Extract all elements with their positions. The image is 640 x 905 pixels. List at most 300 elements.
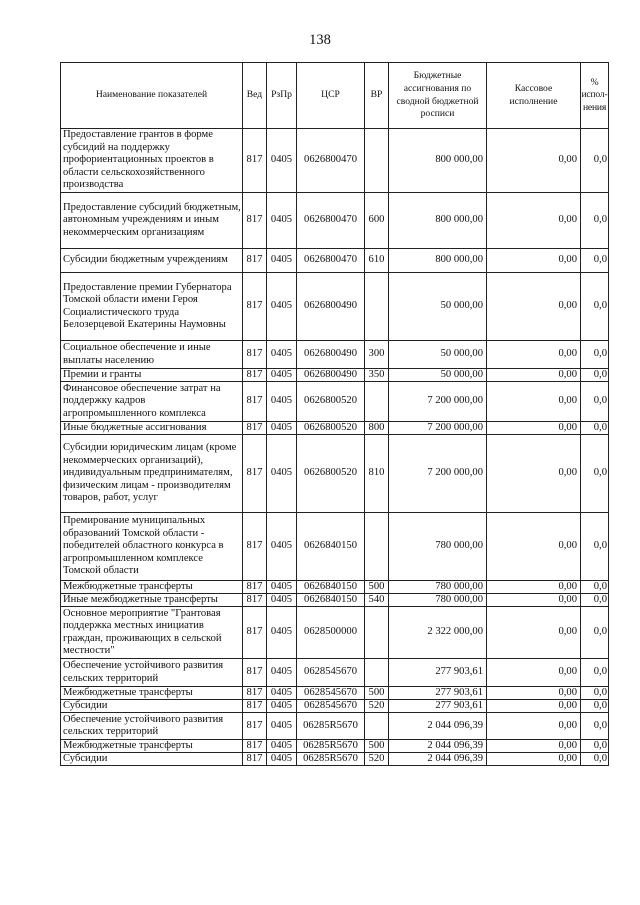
header-budget (389, 63, 487, 128)
cell-percent-text: 0,0 (593, 666, 607, 678)
cell-budget-text: 7 200 000,00 (427, 467, 483, 479)
cell-budget-text: 780 000,00 (435, 594, 483, 605)
cell-rzpr-text: 0405 (270, 626, 293, 638)
cell-budget (389, 594, 487, 606)
cell-name-text: Субсидии юридическим лицам (кроме некоммерческих организаций), индивидуальным предпринимателям, физическим лицам - производителям товаров, работ, услуг (63, 442, 237, 504)
cell-ved-text: 817 (246, 214, 263, 226)
cell-ved-text: 817 (246, 687, 263, 698)
cell-vr-text: 500 (368, 687, 385, 698)
cell-percent (581, 341, 609, 368)
cell-csr-text: 0628545670 (304, 687, 357, 698)
cell-rzpr-text: 0405 (270, 594, 293, 605)
cell-rzpr-text: 0405 (270, 422, 293, 433)
cell-name (61, 422, 243, 434)
cell-vr (365, 249, 389, 272)
cell-ved (243, 581, 267, 593)
cell-vr-text: 540 (368, 594, 385, 605)
cell-budget-text: 2 044 096,39 (427, 740, 483, 751)
cell-cash-text: 0,00 (558, 467, 577, 479)
cell-cash-text: 0,00 (558, 348, 577, 360)
cell-ved-text: 817 (246, 467, 263, 479)
cell-csr-text: 0628545670 (304, 666, 357, 678)
cell-percent (581, 687, 609, 699)
cell-ved (243, 687, 267, 699)
cell-vr-text: 810 (368, 467, 385, 479)
cell-vr-text: 300 (368, 348, 385, 360)
cell-csr (297, 382, 365, 421)
header-vr-text: ВР (370, 89, 383, 101)
cell-cash (487, 341, 581, 368)
cell-name (61, 513, 243, 580)
cell-rzpr (267, 273, 297, 340)
cell-percent-text: 0,0 (593, 422, 607, 433)
cell-csr (297, 753, 365, 765)
cell-rzpr-text: 0405 (270, 687, 293, 698)
cell-percent-text: 0,0 (593, 348, 607, 360)
cell-rzpr-text: 0405 (270, 467, 293, 479)
cell-budget-text: 800 000,00 (435, 214, 483, 226)
cell-csr-text: 0626800490 (304, 300, 357, 312)
cell-budget-text: 2 044 096,39 (427, 753, 483, 764)
cell-percent (581, 129, 609, 192)
cell-vr (365, 594, 389, 606)
cell-ved (243, 659, 267, 686)
cell-budget-text: 2 322 000,00 (427, 626, 483, 638)
cell-budget (389, 435, 487, 512)
cell-rzpr (267, 700, 297, 712)
cell-rzpr-text: 0405 (270, 740, 293, 751)
cell-name-text: Премии и гранты (63, 369, 142, 380)
cell-vr-text: 610 (368, 254, 385, 266)
table-row (61, 513, 609, 581)
cell-csr (297, 435, 365, 512)
cell-cash-text: 0,00 (558, 740, 577, 751)
cell-percent (581, 700, 609, 712)
cell-rzpr (267, 594, 297, 606)
cell-ved (243, 607, 267, 658)
cell-percent-text: 0,0 (593, 740, 607, 751)
cell-csr (297, 713, 365, 739)
cell-name-text: Основное мероприятие "Грантовая поддержка местных инициатив граждан, проживающих в сельской местности" (63, 607, 222, 656)
cell-cash-text: 0,00 (558, 369, 577, 380)
cell-cash (487, 193, 581, 248)
cell-rzpr-text: 0405 (270, 395, 293, 407)
cell-csr-text: 0626840150 (304, 540, 357, 552)
budget-table (60, 62, 609, 766)
header-cash (487, 63, 581, 128)
cell-cash (487, 581, 581, 593)
cell-name-text: Предоставление премии Губернатора Томской области имени Героя Социалистического труда Белозерцевой Екатерины Наумовны (63, 281, 232, 330)
cell-csr (297, 687, 365, 699)
page-number: 138 (309, 32, 331, 48)
cell-ved-text: 817 (246, 740, 263, 751)
cell-csr (297, 369, 365, 381)
cell-cash (487, 435, 581, 512)
table-header (61, 63, 609, 129)
cell-csr (297, 607, 365, 658)
cell-name-text: Иные бюджетные ассигнования (63, 422, 207, 433)
cell-name (61, 581, 243, 593)
cell-csr (297, 273, 365, 340)
cell-percent-text: 0,0 (593, 300, 607, 312)
cell-ved-text: 817 (246, 626, 263, 638)
cell-rzpr-text: 0405 (270, 700, 293, 711)
cell-cash (487, 382, 581, 421)
cell-name (61, 193, 243, 248)
cell-vr (365, 687, 389, 699)
cell-vr (365, 382, 389, 421)
cell-percent (581, 273, 609, 340)
cell-vr (365, 435, 389, 512)
table-row (61, 740, 609, 753)
table-row (61, 249, 609, 273)
cell-cash (487, 513, 581, 580)
cell-name-text: Субсидии (63, 753, 108, 764)
cell-percent-text: 0,0 (593, 214, 607, 226)
cell-vr-text: 500 (368, 581, 385, 592)
table-row (61, 753, 609, 766)
cell-percent-text: 0,0 (593, 700, 607, 711)
cell-csr (297, 740, 365, 752)
cell-ved-text: 817 (246, 594, 263, 605)
cell-budget-text: 50 000,00 (440, 348, 483, 360)
cell-name (61, 594, 243, 606)
cell-vr (365, 753, 389, 765)
cell-percent (581, 607, 609, 658)
cell-csr-text: 0628500000 (304, 626, 357, 638)
cell-vr (365, 581, 389, 593)
cell-ved (243, 435, 267, 512)
cell-name (61, 753, 243, 765)
cell-name-text: Иные межбюджетные трансферты (63, 594, 218, 605)
cell-name (61, 341, 243, 368)
cell-ved (243, 369, 267, 381)
cell-csr-text: 0626800490 (304, 369, 357, 380)
cell-vr-text: 500 (368, 740, 385, 751)
cell-cash-text: 0,00 (558, 626, 577, 638)
cell-name (61, 740, 243, 752)
cell-budget (389, 273, 487, 340)
table-row (61, 607, 609, 659)
cell-csr (297, 341, 365, 368)
cell-name-text: Межбюджетные трансферты (63, 740, 193, 751)
table-body (61, 129, 609, 766)
cell-name (61, 273, 243, 340)
cell-percent (581, 659, 609, 686)
cell-ved (243, 341, 267, 368)
cell-cash-text: 0,00 (558, 395, 577, 407)
cell-percent (581, 382, 609, 421)
header-name-text: Наименование показателей (95, 89, 208, 101)
cell-rzpr (267, 659, 297, 686)
cell-vr (365, 513, 389, 580)
table-row (61, 659, 609, 687)
cell-rzpr (267, 687, 297, 699)
cell-budget-text: 780 000,00 (435, 581, 483, 592)
cell-budget-text: 50 000,00 (440, 300, 483, 312)
cell-name-text: Межбюджетные трансферты (63, 687, 193, 698)
cell-vr (365, 607, 389, 658)
cell-percent-text: 0,0 (593, 467, 607, 479)
cell-ved (243, 753, 267, 765)
header-csr-text: ЦСР (321, 89, 340, 101)
cell-csr (297, 249, 365, 272)
table-row (61, 700, 609, 713)
cell-vr-text: 600 (368, 214, 385, 226)
cell-ved-text: 817 (246, 300, 263, 312)
header-percent-text: % испол- нения (581, 76, 608, 113)
cell-ved-text: 817 (246, 348, 263, 360)
cell-budget (389, 513, 487, 580)
cell-ved-text: 817 (246, 395, 263, 407)
cell-percent (581, 581, 609, 593)
cell-csr-text: 06285R5670 (303, 740, 358, 751)
table-row (61, 422, 609, 435)
cell-rzpr-text: 0405 (270, 154, 293, 166)
cell-csr (297, 700, 365, 712)
cell-budget (389, 607, 487, 658)
cell-rzpr-text: 0405 (270, 666, 293, 678)
cell-rzpr (267, 607, 297, 658)
cell-budget (389, 382, 487, 421)
cell-budget (389, 193, 487, 248)
cell-name (61, 687, 243, 699)
cell-percent-text: 0,0 (593, 581, 607, 592)
cell-percent (581, 249, 609, 272)
cell-percent-text: 0,0 (593, 540, 607, 552)
cell-vr-text: 800 (368, 422, 385, 433)
cell-csr-text: 06285R5670 (303, 753, 358, 764)
header-vr (365, 63, 389, 128)
cell-name-text: Финансовое обеспечение затрат на поддержку кадров агропромышленного комплекса (63, 382, 221, 419)
header-budget-text: Бюджетные ассигнования по сводной бюджетной росписи (396, 70, 479, 120)
cell-percent-text: 0,0 (593, 687, 607, 698)
cell-vr (365, 193, 389, 248)
cell-rzpr-text: 0405 (270, 581, 293, 592)
cell-cash (487, 659, 581, 686)
cell-cash-text: 0,00 (558, 594, 577, 605)
cell-csr-text: 0626800520 (304, 422, 357, 433)
cell-budget-text: 50 000,00 (440, 369, 483, 380)
cell-rzpr-text: 0405 (270, 348, 293, 360)
cell-percent-text: 0,0 (593, 395, 607, 407)
cell-vr (365, 273, 389, 340)
table-row (61, 594, 609, 607)
cell-ved (243, 422, 267, 434)
cell-rzpr (267, 435, 297, 512)
cell-cash-text: 0,00 (558, 700, 577, 711)
cell-percent (581, 594, 609, 606)
cell-ved (243, 129, 267, 192)
cell-cash (487, 740, 581, 752)
cell-cash-text: 0,00 (558, 719, 577, 731)
cell-csr-text: 0626840150 (304, 581, 357, 592)
cell-vr (365, 713, 389, 739)
cell-ved-text: 817 (246, 581, 263, 592)
cell-percent (581, 713, 609, 739)
cell-rzpr-text: 0405 (270, 719, 293, 731)
cell-vr-text: 350 (368, 369, 385, 380)
cell-ved (243, 594, 267, 606)
header-rzpr (267, 63, 297, 128)
cell-budget-text: 800 000,00 (435, 154, 483, 166)
cell-rzpr (267, 382, 297, 421)
table-row (61, 341, 609, 369)
cell-cash-text: 0,00 (558, 422, 577, 433)
cell-name-text: Обеспечение устойчивого развития сельских территорий (63, 660, 224, 684)
cell-budget-text: 2 044 096,39 (427, 719, 483, 731)
cell-csr (297, 129, 365, 192)
cell-cash (487, 422, 581, 434)
table-row (61, 273, 609, 341)
cell-budget-text: 800 000,00 (435, 254, 483, 266)
cell-name-text: Премирование муниципальных образований Томской области - победителей областного конкурса в агропромышленном комплексе Томской области (63, 515, 224, 577)
cell-vr (365, 422, 389, 434)
cell-percent-text: 0,0 (593, 719, 607, 731)
table-row (61, 581, 609, 594)
cell-name-text: Обеспечение устойчивого развития сельских территорий (63, 713, 224, 737)
cell-ved (243, 513, 267, 580)
cell-ved-text: 817 (246, 254, 263, 266)
cell-csr (297, 422, 365, 434)
header-name (61, 63, 243, 128)
cell-ved (243, 382, 267, 421)
cell-ved-text: 817 (246, 700, 263, 711)
cell-rzpr (267, 513, 297, 580)
header-ved (243, 63, 267, 128)
cell-name (61, 607, 243, 658)
cell-budget (389, 581, 487, 593)
cell-rzpr (267, 129, 297, 192)
cell-csr-text: 0626800470 (304, 154, 357, 166)
cell-percent-text: 0,0 (593, 254, 607, 266)
cell-percent-text: 0,0 (593, 594, 607, 605)
table-row (61, 435, 609, 513)
cell-csr-text: 0626800470 (304, 254, 357, 266)
cell-ved (243, 273, 267, 340)
cell-cash (487, 700, 581, 712)
cell-budget (389, 249, 487, 272)
cell-cash-text: 0,00 (558, 540, 577, 552)
cell-name (61, 129, 243, 192)
cell-vr-text: 520 (368, 753, 385, 764)
cell-rzpr (267, 753, 297, 765)
cell-csr (297, 513, 365, 580)
header-csr (297, 63, 365, 128)
cell-csr-text: 0628545670 (304, 700, 357, 711)
cell-budget (389, 713, 487, 739)
cell-budget-text: 277 903,61 (435, 666, 483, 678)
cell-budget (389, 740, 487, 752)
cell-csr-text: 06285R5670 (303, 719, 358, 731)
cell-rzpr-text: 0405 (270, 369, 293, 380)
cell-csr-text: 0626800490 (304, 348, 357, 360)
cell-csr (297, 193, 365, 248)
cell-csr (297, 659, 365, 686)
cell-name (61, 700, 243, 712)
cell-name-text: Межбюджетные трансферты (63, 581, 193, 592)
cell-cash-text: 0,00 (558, 154, 577, 166)
cell-budget (389, 341, 487, 368)
cell-ved-text: 817 (246, 154, 263, 166)
cell-cash (487, 687, 581, 699)
cell-ved (243, 193, 267, 248)
cell-ved (243, 713, 267, 739)
cell-cash (487, 753, 581, 765)
header-cash-text: Кассовое исполнение (509, 82, 558, 107)
cell-percent (581, 369, 609, 381)
cell-percent (581, 435, 609, 512)
cell-budget-text: 780 000,00 (435, 540, 483, 552)
cell-csr-text: 0626800520 (304, 395, 357, 407)
cell-name-text: Субсидии (63, 700, 108, 711)
cell-percent-text: 0,0 (593, 753, 607, 764)
cell-rzpr (267, 341, 297, 368)
cell-percent (581, 753, 609, 765)
cell-cash (487, 607, 581, 658)
cell-ved-text: 817 (246, 369, 263, 380)
cell-budget (389, 700, 487, 712)
cell-cash-text: 0,00 (558, 753, 577, 764)
cell-name (61, 249, 243, 272)
cell-cash (487, 249, 581, 272)
cell-ved-text: 817 (246, 666, 263, 678)
table-row (61, 687, 609, 700)
header-rzpr-text: РзПр (271, 89, 292, 101)
cell-name (61, 659, 243, 686)
cell-name (61, 369, 243, 381)
cell-percent (581, 513, 609, 580)
header-percent (581, 63, 609, 128)
cell-rzpr (267, 193, 297, 248)
cell-ved (243, 740, 267, 752)
cell-budget (389, 687, 487, 699)
cell-cash (487, 369, 581, 381)
cell-percent (581, 740, 609, 752)
cell-rzpr-text: 0405 (270, 254, 293, 266)
cell-csr-text: 0626840150 (304, 594, 357, 605)
cell-ved (243, 700, 267, 712)
cell-cash (487, 273, 581, 340)
cell-csr-text: 0626800520 (304, 467, 357, 479)
cell-name (61, 435, 243, 512)
cell-vr (365, 659, 389, 686)
cell-name (61, 713, 243, 739)
cell-rzpr (267, 249, 297, 272)
cell-cash-text: 0,00 (558, 687, 577, 698)
cell-budget-text: 277 903,61 (435, 687, 483, 698)
cell-vr (365, 700, 389, 712)
cell-cash (487, 129, 581, 192)
cell-csr (297, 594, 365, 606)
cell-budget (389, 753, 487, 765)
cell-cash-text: 0,00 (558, 214, 577, 226)
cell-rzpr (267, 422, 297, 434)
table-row (61, 129, 609, 193)
cell-name-text: Предоставление субсидий бюджетным, автономным учреждениям и иным некоммерческим организациям (63, 201, 241, 238)
cell-budget (389, 369, 487, 381)
cell-cash-text: 0,00 (558, 254, 577, 266)
cell-vr (365, 129, 389, 192)
cell-vr (365, 369, 389, 381)
table-row (61, 382, 609, 422)
cell-ved-text: 817 (246, 719, 263, 731)
cell-rzpr (267, 369, 297, 381)
table-row (61, 369, 609, 382)
cell-budget (389, 129, 487, 192)
cell-name-text: Предоставление грантов в форме субсидий на поддержку профориентационных проектов в области сельскохозяйственного производства (63, 129, 214, 191)
table-row (61, 193, 609, 249)
